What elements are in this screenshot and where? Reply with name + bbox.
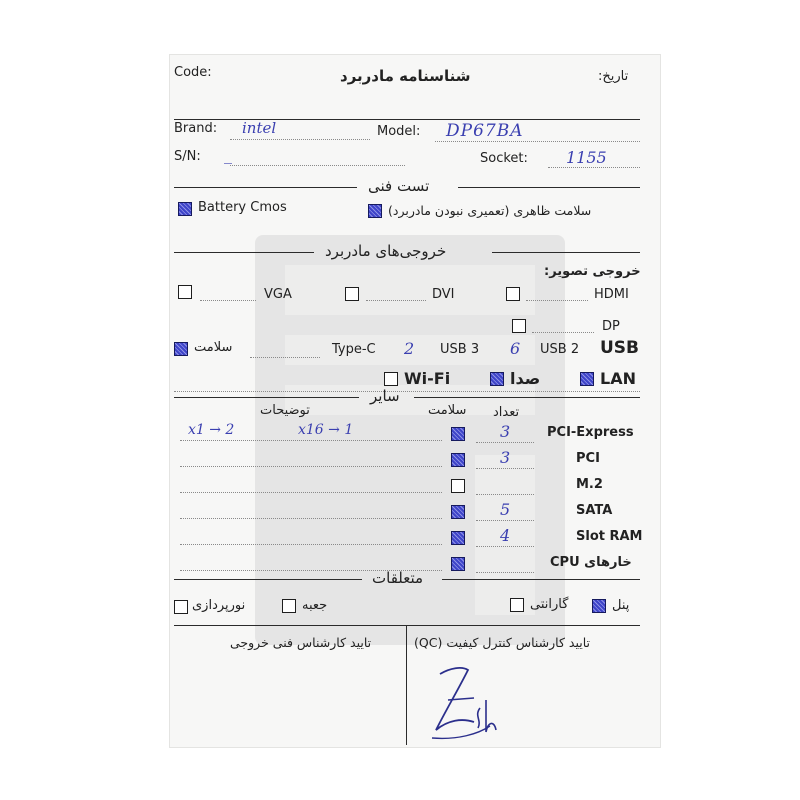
model-dots <box>435 141 640 142</box>
page-title: شناسنامه مادربرد <box>340 67 471 85</box>
approval-divider <box>406 625 407 745</box>
dvi-checkbox[interactable] <box>345 287 359 301</box>
motherboard-id-card <box>170 55 660 747</box>
socket-label: Socket: <box>480 151 528 166</box>
table-row-dots <box>476 520 534 521</box>
table-row-dots <box>180 492 442 493</box>
divider <box>492 252 640 253</box>
section-outputs: خروجی‌های مادربرد <box>325 242 447 260</box>
socket-value: 1155 <box>566 148 607 167</box>
row-count: 3 <box>500 422 511 441</box>
model-label: Model: <box>377 124 421 139</box>
row-health-checkbox[interactable] <box>451 479 465 493</box>
box-checkbox[interactable] <box>282 599 296 613</box>
table-row-dots <box>180 544 442 545</box>
dvi-dots <box>366 300 426 301</box>
wifi-label: Wi-Fi <box>404 369 451 388</box>
battery-checkbox[interactable] <box>178 202 192 216</box>
divider <box>414 397 640 398</box>
hdmi-label: HDMI <box>594 287 629 302</box>
row-label: M.2 <box>576 477 603 492</box>
audio-checkbox[interactable] <box>490 372 504 386</box>
typec-dots <box>250 357 320 358</box>
usb-health-label: سلامت <box>194 340 233 355</box>
lighting-checkbox[interactable] <box>174 600 188 614</box>
divider <box>458 187 640 188</box>
signature <box>428 660 508 744</box>
hdmi-checkbox[interactable] <box>506 287 520 301</box>
appearance-checkbox[interactable] <box>368 204 382 218</box>
dp-label: DP <box>602 319 620 334</box>
vga-label: VGA <box>264 287 292 302</box>
model-value: DP67BA <box>446 121 524 141</box>
usb3-value: 6 <box>510 339 521 358</box>
warranty-label: گارانتی <box>530 597 569 612</box>
dp-dots <box>532 332 594 333</box>
row-health-checkbox[interactable] <box>451 531 465 545</box>
section-accessories: متعلقات <box>372 569 424 587</box>
panel-label: پنل <box>612 598 630 613</box>
date-label: تاریخ: <box>598 69 629 84</box>
divider <box>174 579 362 580</box>
col-count: تعداد <box>493 405 520 420</box>
usb-label: USB <box>600 338 640 358</box>
col-notes: توضیحات <box>260 403 310 418</box>
appearance-label: سلامت ظاهری (تعمیری نبودن مادربرد) <box>388 203 592 218</box>
row-label: خارهای CPU <box>550 555 632 570</box>
table-row-dots <box>476 468 534 469</box>
wifi-checkbox[interactable] <box>384 372 398 386</box>
divider <box>174 187 357 188</box>
usb3-label: USB 3 <box>440 342 480 357</box>
row-note: x1 → 2 <box>188 422 235 438</box>
table-row-dots <box>180 518 442 519</box>
usb-health-checkbox[interactable] <box>174 342 188 356</box>
qc-approval-label: تایید کارشناس کنترل کیفیت (QC) <box>414 635 591 650</box>
typec-label: Type-C <box>332 342 376 357</box>
row-label: PCI-Express <box>547 425 634 440</box>
row-health-checkbox[interactable] <box>451 557 465 571</box>
table-row-dots <box>180 440 442 441</box>
video-output-label: خروجی تصویر: <box>544 264 641 279</box>
col-health: سلامت <box>428 403 467 418</box>
brand-dots <box>230 139 370 140</box>
brand-value: intel <box>242 119 277 137</box>
sn-dots <box>230 165 405 166</box>
row-count: 5 <box>500 500 511 519</box>
typec-value: 2 <box>404 339 415 358</box>
section-other: سایر <box>370 387 400 405</box>
row-health-checkbox[interactable] <box>451 427 465 441</box>
table-row-dots <box>476 572 534 573</box>
tech-approval-label: تایید کارشناس فنی خروجی <box>230 635 372 650</box>
vga-checkbox[interactable] <box>178 285 192 299</box>
table-row-dots <box>180 466 442 467</box>
row-note: x16 → 1 <box>298 422 354 438</box>
table-row-dots <box>476 546 534 547</box>
section-tech-test: تست فنی <box>368 177 430 195</box>
warranty-checkbox[interactable] <box>510 598 524 612</box>
box-label: جعبه <box>302 598 328 613</box>
divider <box>174 252 314 253</box>
divider <box>174 625 640 626</box>
dp-checkbox[interactable] <box>512 319 526 333</box>
lan-checkbox[interactable] <box>580 372 594 386</box>
divider <box>174 397 359 398</box>
hdmi-dots <box>526 300 588 301</box>
panel-checkbox[interactable] <box>592 599 606 613</box>
lighting-label: نورپردازی <box>192 598 246 613</box>
dvi-label: DVI <box>432 287 455 302</box>
brand-label: Brand: <box>174 121 218 136</box>
code-label: Code: <box>174 65 212 80</box>
table-row-dots <box>476 442 534 443</box>
table-row-dots <box>476 494 534 495</box>
usb2-label: USB 2 <box>540 342 580 357</box>
row-label: Slot RAM <box>576 529 643 544</box>
row-dots <box>174 391 640 392</box>
sn-label: S/N: <box>174 149 201 164</box>
socket-dots <box>548 167 640 168</box>
row-health-checkbox[interactable] <box>451 453 465 467</box>
battery-label: Battery Cmos <box>198 200 287 215</box>
audio-label: صدا <box>510 369 541 388</box>
sn-value: _ <box>224 145 232 164</box>
vga-dots <box>200 300 256 301</box>
divider <box>442 579 640 580</box>
row-health-checkbox[interactable] <box>451 505 465 519</box>
row-label: PCI <box>576 451 600 466</box>
row-count: 4 <box>500 526 511 545</box>
row-label: SATA <box>576 503 613 518</box>
row-count: 3 <box>500 448 511 467</box>
lan-label: LAN <box>600 369 636 388</box>
